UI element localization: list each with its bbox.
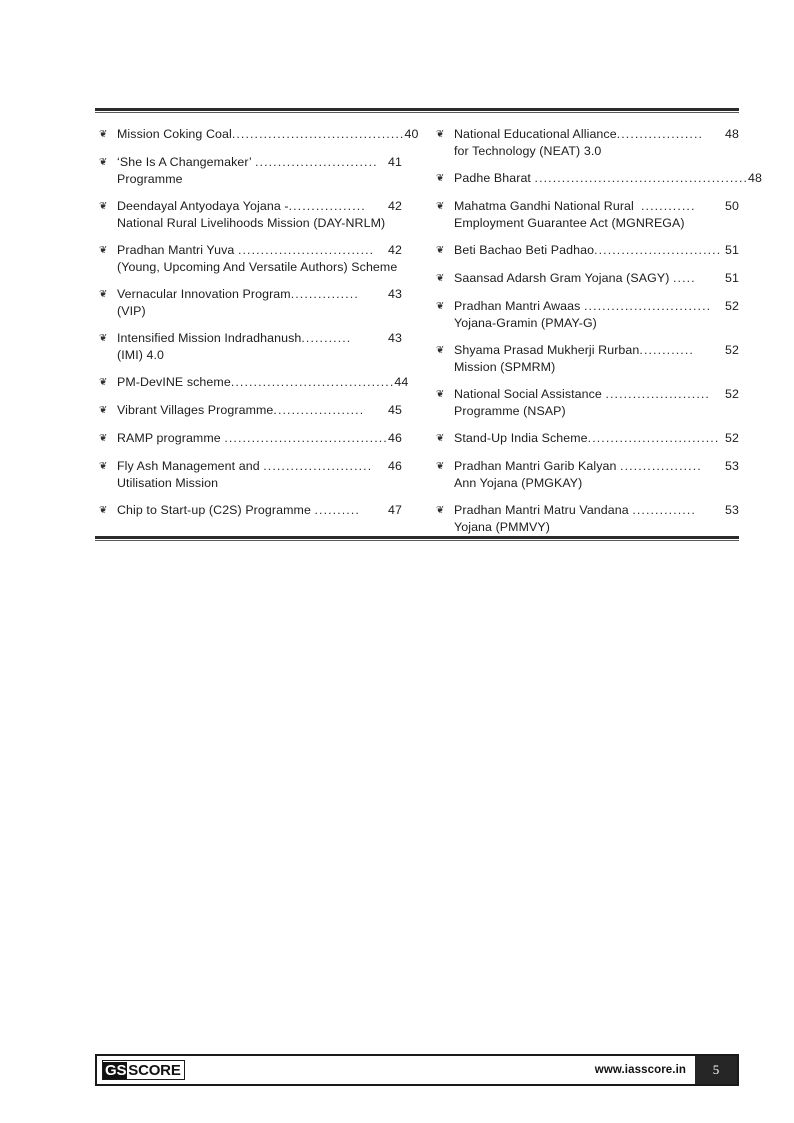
- page-number-badge: 5: [695, 1056, 737, 1084]
- toc-entry-continuation: (IMI) 4.0: [117, 347, 165, 362]
- toc-dot-leader: ...........: [301, 331, 352, 345]
- toc-entry[interactable]: [95, 242, 402, 275]
- toc-entry-continuation: Programme: [117, 171, 183, 186]
- toc-entry-title: Shyama Prasad Mukherji Rurban: [454, 343, 640, 357]
- toc-entry-body: [117, 242, 402, 275]
- toc-entry-title: National Educational Alliance: [454, 127, 617, 141]
- toc-entry[interactable]: [432, 430, 739, 447]
- toc-entry-continuation: (Young, Upcoming And Versatile Authors) Scheme: [117, 259, 398, 274]
- toc-entry-title: Padhe Bharat: [454, 171, 535, 185]
- toc-entry-first-line: [117, 154, 402, 171]
- page-footer: [95, 1054, 739, 1086]
- toc-entry-body: [454, 126, 739, 159]
- toc-entry-body: [117, 286, 402, 319]
- bullet-icon: ❦: [99, 433, 108, 444]
- toc-entry-body: [454, 298, 739, 331]
- logo-score-text: SCORE: [127, 1062, 183, 1079]
- toc-entry-page-number: 46: [388, 431, 402, 445]
- toc-entry-continuation: Yojana (PMMVY): [454, 519, 550, 534]
- bullet-icon: ❦: [99, 157, 108, 168]
- toc-entry-title: RAMP programme: [117, 431, 225, 445]
- bullet-icon: ❦: [99, 461, 108, 472]
- toc-entry-body: [117, 198, 402, 231]
- bullet-icon: ❦: [436, 129, 445, 140]
- bottom-divider-rule: [95, 536, 739, 542]
- toc-dot-leader: .................: [288, 199, 366, 213]
- toc-entry[interactable]: [432, 502, 739, 535]
- toc-entry-body: [454, 386, 739, 419]
- toc-entry-continuation: Programme (NSAP): [454, 403, 566, 418]
- toc-entry-page-number: 46: [388, 459, 402, 473]
- footer-spacer: [185, 1056, 595, 1084]
- toc-entry-body: [117, 126, 418, 143]
- toc-entry-title: Pradhan Mantri Matru Vandana: [454, 503, 633, 517]
- toc-dot-leader: ...............................................: [534, 171, 749, 185]
- bullet-icon: ❦: [99, 405, 108, 416]
- toc-entry-title: Beti Bachao Beti Padhao: [454, 243, 595, 257]
- toc-dot-leader: ...........................: [255, 155, 378, 169]
- toc-entry-title: Mission Coking Coal: [117, 127, 232, 141]
- toc-entry-continuation: Mission (SPMRM): [454, 359, 556, 374]
- toc-entry-body: [454, 170, 762, 187]
- bullet-icon: ❦: [436, 345, 445, 356]
- toc-entry-page-number: 45: [388, 403, 402, 417]
- toc-dot-leader: ............................: [583, 299, 712, 313]
- toc-entry-body: [454, 342, 739, 375]
- toc-dot-leader: ......................................: [231, 127, 405, 141]
- toc-entry-first-line: [117, 286, 402, 303]
- toc-entry[interactable]: [432, 342, 739, 375]
- bullet-icon: ❦: [436, 301, 445, 312]
- toc-entry-first-line: [117, 402, 402, 419]
- toc-entry-title: Pradhan Mantri Yuva: [117, 243, 238, 257]
- toc-entry-body: [454, 198, 739, 231]
- bullet-icon: ❦: [99, 333, 108, 344]
- rule-thin-line: [95, 540, 739, 541]
- toc-entry-first-line: [454, 386, 739, 403]
- toc-entry-page-number: 51: [725, 243, 739, 257]
- toc-entry[interactable]: [432, 298, 739, 331]
- toc-dot-leader: ....................................: [230, 375, 395, 389]
- gsscore-logo: [102, 1060, 185, 1080]
- toc-entry[interactable]: [432, 458, 739, 491]
- toc-entry-title: Deendayal Antyodaya Yojana -: [117, 199, 289, 213]
- toc-entry-page-number: 51: [725, 271, 739, 285]
- toc-entry[interactable]: [432, 270, 739, 287]
- toc-entry-continuation: Utilisation Mission: [117, 475, 219, 490]
- toc-entry-body: [117, 374, 408, 391]
- toc-dot-leader: .......................: [605, 387, 710, 401]
- toc-entry-page-number: 52: [725, 343, 739, 357]
- toc-entry-first-line: [117, 502, 402, 519]
- toc-entry-first-line: [454, 170, 762, 187]
- toc-entry[interactable]: [432, 242, 739, 259]
- toc-dot-leader: ....................: [273, 403, 365, 417]
- toc-entry-page-number: 41: [388, 155, 402, 169]
- toc-entry-body: [454, 270, 739, 287]
- bullet-icon: ❦: [99, 505, 108, 516]
- toc-dot-leader: ............: [639, 343, 694, 357]
- bullet-icon: ❦: [99, 201, 108, 212]
- toc-entry-continuation: for Technology (NEAT) 3.0: [454, 143, 602, 158]
- bullet-icon: ❦: [436, 201, 445, 212]
- toc-entry[interactable]: [432, 198, 739, 231]
- toc-entry-body: [117, 430, 402, 447]
- toc-entry-page-number: 50: [725, 199, 739, 213]
- logo-gs-text: GS: [105, 1061, 127, 1079]
- toc-entry-page-number: 52: [725, 299, 739, 313]
- toc-entry-body: [454, 242, 739, 259]
- toc-entry[interactable]: [432, 126, 739, 159]
- toc-dot-leader: .............................: [587, 431, 720, 445]
- toc-entry-body: [454, 430, 739, 447]
- toc-dot-leader: ..............: [632, 503, 696, 517]
- toc-entry-page-number: 52: [725, 387, 739, 401]
- bullet-icon: ❦: [436, 505, 445, 516]
- toc-entry-page-number: 53: [725, 459, 739, 473]
- toc-entry[interactable]: [95, 458, 402, 491]
- toc-dot-leader: ..................: [620, 459, 702, 473]
- toc-entry-page-number: 52: [725, 431, 739, 445]
- top-divider-rule: [95, 108, 739, 114]
- toc-entry-title: Fly Ash Management and: [117, 459, 264, 473]
- toc-dot-leader: .....: [672, 271, 696, 285]
- toc-entry-first-line: [117, 330, 402, 347]
- toc-entry[interactable]: [95, 154, 402, 187]
- toc-entry-first-line: [454, 430, 739, 447]
- bullet-icon: ❦: [436, 245, 445, 256]
- toc-entry-first-line: [454, 126, 739, 143]
- rule-thin-line: [95, 112, 739, 113]
- bullet-icon: ❦: [436, 433, 445, 444]
- toc-entry-body: [117, 502, 402, 519]
- toc-entry-title: Pradhan Mantri Garib Kalyan: [454, 459, 621, 473]
- bullet-icon: ❦: [99, 377, 108, 388]
- toc-entry-page-number: 44: [394, 375, 409, 389]
- toc-entry-page-number: 42: [388, 243, 402, 257]
- toc-entry-page-number: 42: [388, 199, 402, 213]
- toc-dot-leader: ............: [641, 199, 696, 213]
- toc-entry-body: [117, 458, 402, 491]
- toc-entry[interactable]: [432, 170, 763, 187]
- toc-entry-continuation: National Rural Livelihoods Mission (DAY-NRLM): [117, 215, 386, 230]
- toc-entry-body: [454, 458, 739, 491]
- toc-entry-first-line: [454, 198, 739, 215]
- toc-entry-body: [117, 154, 402, 187]
- toc-entry-body: [454, 502, 739, 535]
- bullet-icon: ❦: [436, 389, 445, 400]
- toc-entry-page-number: 43: [388, 331, 402, 345]
- toc-entry-title: Vibrant Villages Programme: [117, 403, 274, 417]
- toc-entry-title: National Social Assistance: [454, 387, 606, 401]
- toc-dot-leader: ...............: [290, 287, 359, 301]
- toc-dot-leader: ........................: [263, 459, 373, 473]
- toc-entry-continuation: Yojana-Gramin (PMAY-G): [454, 315, 597, 330]
- toc-entry-first-line: [117, 458, 402, 475]
- toc-entry-first-line: [117, 198, 402, 215]
- toc-entry-first-line: [454, 342, 739, 359]
- toc-entry[interactable]: [95, 286, 402, 319]
- toc-entry-first-line: [117, 126, 418, 143]
- toc-entry-page-number: 40: [404, 127, 419, 141]
- toc-entry-first-line: [454, 242, 739, 259]
- toc-entry-first-line: [454, 270, 739, 287]
- toc-entry[interactable]: [95, 502, 402, 519]
- bullet-icon: ❦: [436, 173, 445, 184]
- toc-entry[interactable]: [95, 126, 419, 143]
- toc-dot-leader: ...................: [616, 127, 704, 141]
- toc-entry-title: Pradhan Mantri Awaas: [454, 299, 584, 313]
- toc-dot-leader: ............................: [594, 243, 722, 257]
- toc-entry[interactable]: [95, 198, 402, 231]
- bullet-icon: ❦: [436, 461, 445, 472]
- toc-entry-title: Mahatma Gandhi National Rural: [454, 199, 641, 213]
- bullet-icon: ❦: [99, 129, 108, 140]
- toc-dot-leader: ....................................: [224, 431, 388, 445]
- toc-entry-continuation: Employment Guarantee Act (MGNREGA): [454, 215, 685, 230]
- toc-entry-page-number: 43: [388, 287, 402, 301]
- toc-entry-page-number: 53: [725, 503, 739, 517]
- toc-entry-title: Vernacular Innovation Program: [117, 287, 291, 301]
- toc-entry-page-number: 48: [725, 127, 739, 141]
- toc-entry-title: Saansad Adarsh Gram Yojana (SAGY): [454, 271, 673, 285]
- toc-entry-title: Chip to Start-up (C2S) Programme: [117, 503, 315, 517]
- toc-left-column: [95, 126, 419, 535]
- bullet-icon: ❦: [436, 273, 445, 284]
- toc-entry[interactable]: [432, 386, 739, 419]
- toc-entry[interactable]: [95, 330, 402, 363]
- toc-dot-leader: ..............................: [237, 243, 375, 257]
- toc-entry-first-line: [454, 298, 739, 315]
- toc-entry-body: [117, 402, 402, 419]
- toc-entry[interactable]: [95, 374, 409, 391]
- toc-entry-title: Intensified Mission Indradhanush: [117, 331, 302, 345]
- toc-entry-first-line: [454, 458, 739, 475]
- toc-right-column: [432, 126, 763, 535]
- table-of-contents: [95, 126, 763, 535]
- toc-dot-leader: ..........: [314, 503, 360, 517]
- toc-entry-first-line: [117, 430, 402, 447]
- toc-entry-first-line: [454, 502, 739, 519]
- toc-entry-title: ‘She Is A Changemaker’: [117, 155, 255, 169]
- toc-entry-first-line: [117, 374, 408, 391]
- bullet-icon: ❦: [99, 289, 108, 300]
- toc-entry-body: [117, 330, 402, 363]
- toc-entry-title: Stand-Up India Scheme: [454, 431, 588, 445]
- toc-entry[interactable]: [95, 430, 402, 447]
- toc-entry[interactable]: [95, 402, 402, 419]
- bullet-icon: ❦: [99, 245, 108, 256]
- toc-entry-page-number: 47: [388, 503, 402, 517]
- toc-entry-title: PM-DevINE scheme: [117, 375, 231, 389]
- toc-entry-continuation: (VIP): [117, 303, 146, 318]
- website-url[interactable]: www.iasscore.in: [594, 1064, 686, 1076]
- toc-entry-page-number: 48: [748, 171, 763, 185]
- toc-entry-continuation: Ann Yojana (PMGKAY): [454, 475, 583, 490]
- toc-entry-first-line: [117, 242, 402, 259]
